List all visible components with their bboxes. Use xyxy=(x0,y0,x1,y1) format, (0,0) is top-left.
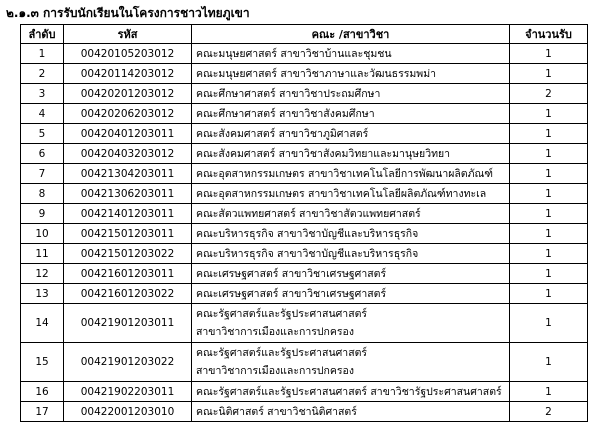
row-number-cell: 15 xyxy=(21,343,64,382)
program-name-cell xyxy=(192,304,510,343)
row-number-cell: 5 xyxy=(21,124,64,144)
quota-cell: 1 xyxy=(510,264,588,284)
program-name-cell xyxy=(192,184,510,204)
program-code-cell: 00421902203011 xyxy=(64,382,192,402)
program-name-cell xyxy=(192,204,510,224)
program-code-cell: 00421601203022 xyxy=(64,284,192,304)
program-name-line: คณะบริหารธุรกิจ สาขาวิชาบัญชีและบริหารธุรกิจ xyxy=(196,247,419,260)
program-name-line: คณะสังคมศาสตร์ สาขาวิชาภูมิศาสตร์ xyxy=(196,127,369,140)
program-name-line: คณะสังคมศาสตร์ สาขาวิชาสังคมวิทยาและมานุษยวิทยา xyxy=(196,147,451,160)
table-row xyxy=(21,84,588,104)
program-code-cell: 00421901203022 xyxy=(64,343,192,382)
row-number-cell: 14 xyxy=(21,304,64,343)
header-quota: จำนวนรับ xyxy=(510,25,588,44)
program-name-line: คณะเศรษฐศาสตร์ สาขาวิชาเศรษฐศาสตร์ xyxy=(196,287,387,300)
quota-cell: 1 xyxy=(510,144,588,164)
program-code-cell: 00420206203012 xyxy=(64,104,192,124)
program-name-line: คณะศึกษาศาสตร์ สาขาวิชาประถมศึกษา xyxy=(196,87,381,100)
program-code-cell: 00420403203012 xyxy=(64,144,192,164)
program-name-cell xyxy=(192,264,510,284)
program-name-cell xyxy=(192,84,510,104)
program-code-cell: 00421601203011 xyxy=(64,264,192,284)
quota-cell: 1 xyxy=(510,244,588,264)
quota-cell: 1 xyxy=(510,343,588,382)
row-number-cell: 12 xyxy=(21,264,64,284)
table-row xyxy=(21,204,588,224)
program-name-cell xyxy=(192,144,510,164)
table-row xyxy=(21,224,588,244)
table-body xyxy=(21,44,588,422)
program-name-line: สาขาวิชาการเมืองและการปกครอง xyxy=(196,365,354,377)
program-code-cell: 00422001203010 xyxy=(64,402,192,422)
program-name-cell xyxy=(192,64,510,84)
program-code-cell: 00421901203011 xyxy=(64,304,192,343)
program-code-cell: 00421304203011 xyxy=(64,164,192,184)
table-row xyxy=(21,284,588,304)
row-number-cell: 3 xyxy=(21,84,64,104)
row-number-cell: 13 xyxy=(21,284,64,304)
program-name-line: คณะมนุษยศาสตร์ สาขาวิชาบ้านและชุมชน xyxy=(196,47,392,60)
quota-cell: 1 xyxy=(510,164,588,184)
program-code-cell: 00420105203012 xyxy=(64,44,192,64)
program-code-cell: 00420114203012 xyxy=(64,64,192,84)
program-code-cell: 00421401203011 xyxy=(64,204,192,224)
program-name-line: คณะอุตสาหกรรมเกษตร สาขาวิชาเทคโนโลยีผลิตภัณฑ์ทางทะเล xyxy=(196,187,487,200)
admissions-table xyxy=(20,24,588,422)
program-code-cell: 00421501203011 xyxy=(64,224,192,244)
program-name-line: คณะมนุษยศาสตร์ สาขาวิชาภาษาและวัฒนธรรมพม่า xyxy=(196,67,437,80)
quota-cell: 1 xyxy=(510,224,588,244)
program-code-cell: 00421501203022 xyxy=(64,244,192,264)
program-name-cell xyxy=(192,284,510,304)
program-name-cell xyxy=(192,402,510,422)
quota-cell: 1 xyxy=(510,124,588,144)
quota-cell: 1 xyxy=(510,104,588,124)
program-name-line: คณะรัฐศาสตร์และรัฐประศาสนศาสตร์ xyxy=(196,308,368,320)
program-name-line: คณะบริหารธุรกิจ สาขาวิชาบัญชีและบริหารธุรกิจ xyxy=(196,227,419,240)
quota-cell: 1 xyxy=(510,382,588,402)
program-name-cell xyxy=(192,343,510,382)
section-heading: ๒.๑.๓ การรับนักเรียนในโครงการชาวไทยภูเขา xyxy=(6,6,250,20)
table-row xyxy=(21,184,588,204)
program-name-cell xyxy=(192,124,510,144)
table-row xyxy=(21,402,588,422)
program-name-cell xyxy=(192,104,510,124)
quota-cell: 1 xyxy=(510,204,588,224)
table-row xyxy=(21,343,588,382)
row-number-cell: 7 xyxy=(21,164,64,184)
program-name-cell xyxy=(192,44,510,64)
program-name-line: คณะนิติศาสตร์ สาขาวิชานิติศาสตร์ xyxy=(196,405,357,418)
program-name-line: คณะรัฐศาสตร์และรัฐประศาสนศาสตร์ สาขาวิชารัฐประศาสนศาสตร์ xyxy=(196,385,502,398)
program-name-cell xyxy=(192,224,510,244)
row-number-cell: 11 xyxy=(21,244,64,264)
table-row xyxy=(21,44,588,64)
table-row xyxy=(21,244,588,264)
program-name-line: คณะเศรษฐศาสตร์ สาขาวิชาเศรษฐศาสตร์ xyxy=(196,267,387,280)
table-row xyxy=(21,264,588,284)
quota-cell: 2 xyxy=(510,402,588,422)
header-code: รหัส xyxy=(64,25,192,44)
row-number-cell: 8 xyxy=(21,184,64,204)
program-code-cell: 00421306203011 xyxy=(64,184,192,204)
row-number-cell: 1 xyxy=(21,44,64,64)
table-header-row xyxy=(21,25,588,44)
program-name-cell xyxy=(192,164,510,184)
table-row xyxy=(21,144,588,164)
table-row xyxy=(21,124,588,144)
row-number-cell: 10 xyxy=(21,224,64,244)
quota-cell: 1 xyxy=(510,184,588,204)
program-code-cell: 00420401203011 xyxy=(64,124,192,144)
row-number-cell: 4 xyxy=(21,104,64,124)
table-row xyxy=(21,304,588,343)
program-name-line: สาขาวิชาการเมืองและการปกครอง xyxy=(196,326,354,338)
quota-cell: 1 xyxy=(510,44,588,64)
program-code-cell: 00420201203012 xyxy=(64,84,192,104)
table-row xyxy=(21,64,588,84)
table-row xyxy=(21,164,588,184)
row-number-cell: 6 xyxy=(21,144,64,164)
program-name-line: คณะอุตสาหกรรมเกษตร สาขาวิชาเทคโนโลยีการพัฒนาผลิตภัณฑ์ xyxy=(196,167,494,180)
row-number-cell: 9 xyxy=(21,204,64,224)
quota-cell: 2 xyxy=(510,84,588,104)
quota-cell: 1 xyxy=(510,284,588,304)
header-program: คณะ /สาขาวิชา xyxy=(192,25,510,44)
program-name-line: คณะรัฐศาสตร์และรัฐประศาสนศาสตร์ xyxy=(196,347,368,359)
program-name-cell xyxy=(192,244,510,264)
program-name-line: คณะสัตวแพทยศาสตร์ สาขาวิชาสัตวแพทยศาสตร์ xyxy=(196,207,421,220)
table-row xyxy=(21,104,588,124)
program-name-line: คณะศึกษาศาสตร์ สาขาวิชาสังคมศึกษา xyxy=(196,107,375,120)
row-number-cell: 17 xyxy=(21,402,64,422)
row-number-cell: 16 xyxy=(21,382,64,402)
header-no: ลำดับ xyxy=(21,25,64,44)
row-number-cell: 2 xyxy=(21,64,64,84)
table-row xyxy=(21,382,588,402)
quota-cell: 1 xyxy=(510,64,588,84)
program-name-cell xyxy=(192,382,510,402)
quota-cell: 1 xyxy=(510,304,588,343)
